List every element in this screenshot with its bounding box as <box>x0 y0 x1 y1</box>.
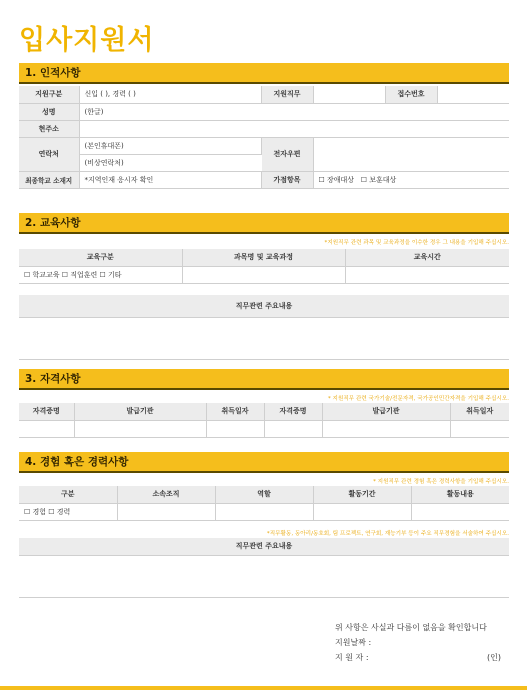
cert-date-field-2[interactable] <box>450 420 509 437</box>
apply-date-label[interactable]: 지원날짜 : <box>335 638 372 647</box>
bonus-options <box>313 171 509 188</box>
exp-role-header: 역할 <box>215 486 313 503</box>
cert-name-field-2[interactable] <box>264 420 322 437</box>
exp-role-field[interactable] <box>215 503 313 520</box>
apply-job-field[interactable] <box>313 86 385 103</box>
receipt-field[interactable] <box>437 86 509 103</box>
seal-mark: (인) <box>487 653 501 662</box>
edu-course-header: 과목명 및 교육과정 <box>182 249 345 266</box>
exp-type-header: 구분 <box>19 486 117 503</box>
email-field[interactable] <box>313 137 509 171</box>
contact-mobile-field[interactable]: (본인휴대폰) <box>79 137 261 154</box>
exp-content-header: 활동내용 <box>411 486 509 503</box>
bottom-accent-bar <box>0 686 527 690</box>
contact-label: 연락처 <box>19 137 79 171</box>
address-label: 현주소 <box>19 120 79 137</box>
section-header-education: 2. 교육사항 <box>19 213 509 234</box>
veteran-checkbox[interactable]: ☐ 보훈대상 <box>360 175 397 184</box>
cert-issuer-field-2[interactable] <box>322 420 450 437</box>
personal-info-table <box>19 86 509 189</box>
bonus-label: 가점항목 <box>261 171 313 188</box>
cert-issuer-header-2: 발급기관 <box>322 403 450 420</box>
name-label: 성명 <box>19 103 79 120</box>
experience-note-2: *직무활동, 동아리/동호회, 팀 프로젝트, 연구회, 재능기부 등이 주요 직무경험을 서술하여 주십시오. <box>266 531 509 537</box>
edu-main-header: 직무관련 주요내용 <box>19 295 509 317</box>
page-title: 입사지원서 <box>19 25 155 56</box>
contact-emergency-field[interactable]: (비상연락처) <box>79 154 261 171</box>
school-label: 최종학교 소재지 <box>19 171 79 188</box>
cert-issuer-header-1: 발급기관 <box>74 403 206 420</box>
cert-name-field-1[interactable] <box>19 420 74 437</box>
apply-type-field[interactable]: 신입 ( ), 경력 ( ) <box>79 86 261 103</box>
exp-content-field[interactable] <box>411 503 509 520</box>
education-note: *지원직무 관련 과목 및 교육과정을 이수한 경우 그 내용을 기입해 주십시오. <box>324 240 509 246</box>
receipt-label: 접수번호 <box>385 86 437 103</box>
section-header-personal: 1. 인적사항 <box>19 63 509 84</box>
cert-date-header-1: 취득일자 <box>206 403 264 420</box>
exp-main-header: 직무관련 주요내용 <box>19 538 509 555</box>
education-main-table <box>19 295 509 318</box>
cert-date-field-1[interactable] <box>206 420 264 437</box>
exp-org-header: 소속조직 <box>117 486 215 503</box>
section-header-certificates: 3. 자격사항 <box>19 369 509 390</box>
exp-org-field[interactable] <box>117 503 215 520</box>
cert-name-header-2: 자격증명 <box>264 403 322 420</box>
education-table <box>19 249 509 293</box>
confirmation-statement: 위 사항은 사실과 다름이 없음을 확인합니다 <box>335 623 487 632</box>
exp-main-textarea[interactable] <box>19 556 509 598</box>
email-label: 전자우편 <box>261 137 313 171</box>
experience-table <box>19 486 509 521</box>
disabled-checkbox[interactable]: ☐ 장애대상 <box>318 175 355 184</box>
apply-job-label: 지원직무 <box>261 86 313 103</box>
edu-time-field[interactable] <box>345 266 509 283</box>
edu-time-header: 교육시간 <box>345 249 509 266</box>
address-field[interactable] <box>79 120 509 137</box>
section-header-experience: 4. 경험 혹은 경력사항 <box>19 452 509 473</box>
confirmation-block <box>335 620 501 665</box>
cert-issuer-field-1[interactable] <box>74 420 206 437</box>
exp-type-options[interactable]: ☐ 경험 ☐ 경력 <box>19 503 117 520</box>
school-field[interactable]: *지역인재 응시자 확인 <box>79 171 261 188</box>
exp-period-header: 활동기간 <box>313 486 411 503</box>
experience-main-table <box>19 538 509 556</box>
name-field[interactable]: (한글) <box>79 103 509 120</box>
edu-type-header: 교육구분 <box>19 249 182 266</box>
apply-type-label: 지원구분 <box>19 86 79 103</box>
certificates-note: * 지원직무 관련 국가기술/전문자격, 국가공인민간자격을 기입해 주십시오. <box>327 396 509 402</box>
cert-date-header-2: 취득일자 <box>450 403 509 420</box>
experience-note: * 지원직무 관련 경험 혹은 경력사항을 기입해 주십시오. <box>373 479 509 485</box>
exp-period-field[interactable] <box>313 503 411 520</box>
edu-type-options[interactable]: ☐ 학교교육 ☐ 직업훈련 ☐ 기타 <box>19 266 182 283</box>
certificates-table <box>19 403 509 438</box>
edu-course-field[interactable] <box>182 266 345 283</box>
edu-main-textarea[interactable] <box>19 318 509 360</box>
applicant-label[interactable]: 지 원 자 : <box>335 653 369 662</box>
cert-name-header-1: 자격증명 <box>19 403 74 420</box>
